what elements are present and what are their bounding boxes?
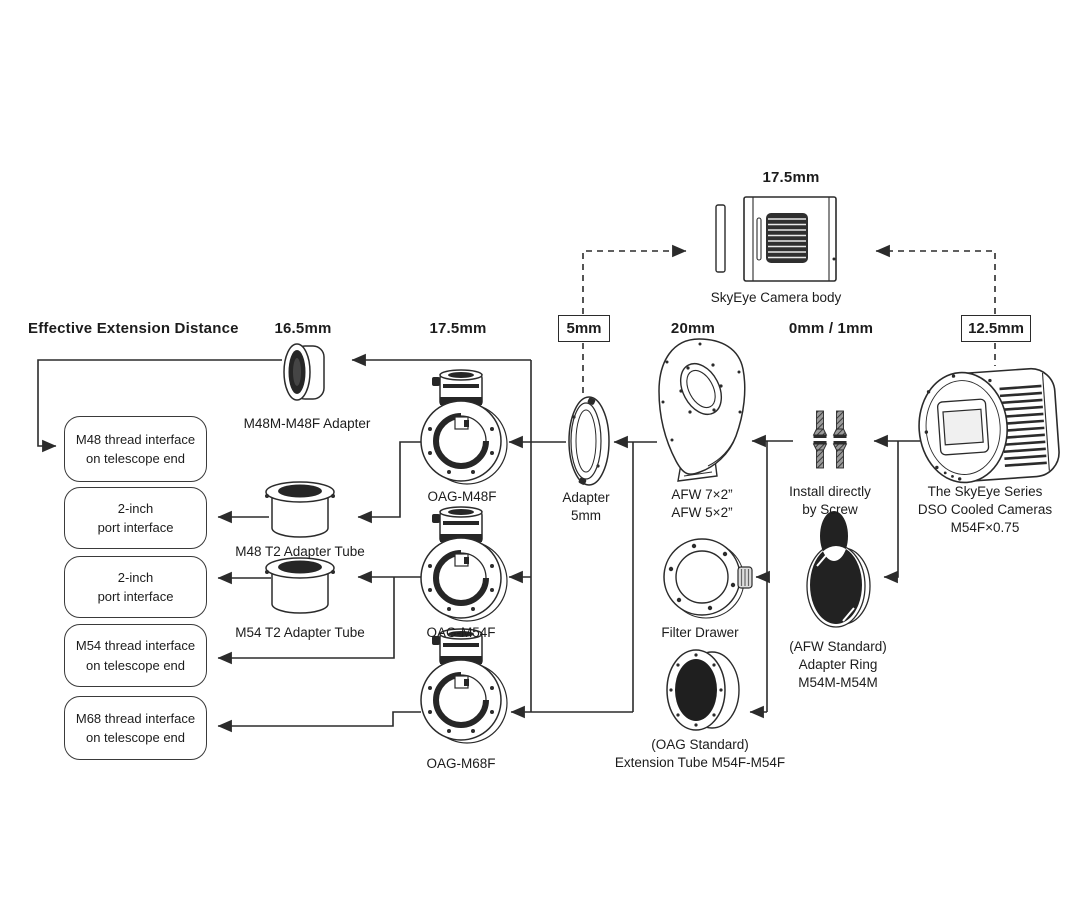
oag-m48f-label: OAG-M48F (427, 489, 497, 504)
m48-t2-tube-label: M48 T2 Adapter Tube (235, 544, 365, 559)
distance-0mm-1mm: 0mm / 1mm (788, 320, 874, 337)
dso-camera-label: The SkyEye Series DSO Cooled Cameras M54F×0.75 (917, 484, 1053, 536)
install-by-screw-label: Install directly by Screw (789, 484, 871, 518)
oag-extension-tube-drawing (667, 650, 739, 730)
afw-label: AFW 7×2” AFW 5×2” (671, 487, 733, 521)
interface-box-2inch-port-2 (64, 556, 207, 618)
interface-box-m48-thread (64, 416, 207, 482)
oag-m68f-label: OAG-M68F (426, 756, 496, 771)
camera-body-label: SkyEye Camera body (710, 290, 842, 305)
adapter-5mm-label: Adapter 5mm (562, 490, 610, 524)
distance-17-5mm: 17.5mm (429, 320, 487, 337)
afw-filter-wheel-drawing (659, 339, 745, 481)
interface-box-line: 2-inch (117, 569, 154, 585)
adapter-5mm-drawing (569, 397, 609, 485)
oag-extension-tube-label: (OAG Standard) Extension Tube M54F-M54F (614, 737, 786, 771)
distance-12-5mm-box: 12.5mm (961, 315, 1031, 342)
install-screws-drawing (814, 411, 847, 468)
distance-16-5mm: 16.5mm (274, 320, 332, 337)
interface-box-line: on telescope end (85, 451, 186, 466)
m54-t2-tube-label: M54 T2 Adapter Tube (235, 625, 365, 640)
filter-drawer-label: Filter Drawer (661, 625, 739, 640)
interface-box-line: M54 thread interface (75, 638, 196, 653)
interface-box-line: M48 thread interface (75, 431, 196, 447)
interface-box-line: on telescope end (85, 657, 186, 673)
interface-box-m68-thread (64, 696, 207, 760)
oag-m54f-label: OAG-M54F (426, 625, 496, 640)
skyeye-camera-body-drawing (716, 197, 836, 281)
oag-m68f-drawing (421, 629, 507, 743)
afw-adapter-ring-label: (AFW Standard) Adapter Ring M54M-M54M (789, 639, 887, 691)
distance-20mm: 20mm (670, 320, 716, 337)
m48m-m48f-adapter-label: M48M-M48F Adapter (243, 416, 371, 431)
interface-box-m54-thread (64, 624, 207, 687)
m48-t2-tube-drawing (265, 482, 335, 537)
camera-body-distance-label: 17.5mm (762, 169, 820, 186)
interface-box-line: 2-inch (117, 500, 154, 516)
interface-box-line: port interface (97, 520, 174, 535)
interface-box-2inch-port-1 (64, 487, 207, 549)
interface-box-line: on telescope end (85, 730, 186, 745)
afw-adapter-ring-drawing (807, 511, 870, 627)
interface-box-line: port interface (97, 589, 174, 604)
distance-5mm-box: 5mm (558, 315, 610, 342)
m54-t2-tube-drawing (265, 558, 335, 613)
dso-camera-drawing (915, 366, 1060, 485)
interface-box-line: M68 thread interface (75, 710, 196, 726)
oag-m54f-drawing (421, 507, 507, 621)
filter-drawer-drawing (664, 539, 752, 618)
oag-m48f-drawing (421, 370, 507, 484)
effective-extension-distance-title: Effective Extension Distance (28, 320, 239, 337)
m48m-m48f-adapter-drawing (284, 344, 324, 400)
